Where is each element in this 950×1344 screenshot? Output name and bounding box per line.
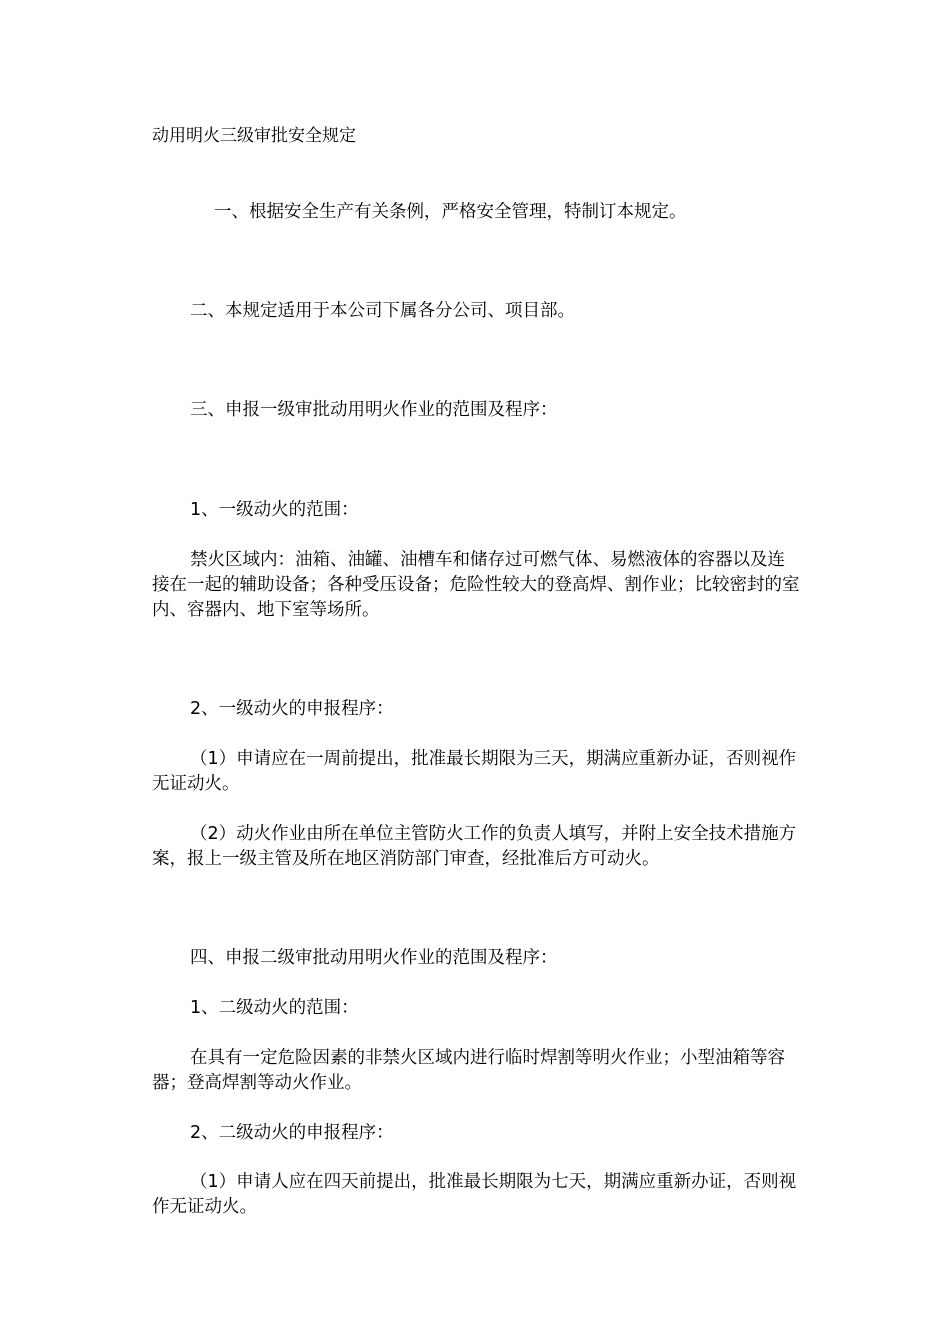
paragraph-level2-scope: 在具有一定危险因素的非禁火区域内进行临时焊割等明火作业；小型油箱等容器；登高焊割等动火作业。 [152,1048,785,1093]
subheading-level1-procedure: 2、一级动火的申报程序： [190,699,394,719]
paragraph-level1-scope: 禁火区域内：油箱、油罐、油槽车和储存过可燃气体、易燃液体的容器以及连接在一起的辅助设备；各种受压设备；危险性较大的登高焊、割作业；比较密封的室内、容器内、地下室等场所。 [152,550,800,620]
paragraph-level1-procedure-2: （2）动火作业由所在单位主管防火工作的负责人填写，并附上安全技术措施方案，报上一级主管及所在地区消防部门审查，经批准后方可动火。 [152,824,797,869]
paragraph-level1-procedure-1: （1）申请应在一周前提出，批准最长期限为三天，期满应重新办证，否则视作无证动火。 [152,749,797,794]
section-heading-3: 三、申报一级审批动用明火作业的范围及程序： [190,400,558,420]
subheading-level2-scope: 1、二级动火的范围： [190,998,359,1018]
paragraph-2: 二、本规定适用于本公司下属各分公司、项目部。 [190,301,575,321]
section-heading-4: 四、申报二级审批动用明火作业的范围及程序： [190,948,558,968]
paragraph-level2-procedure-1: （1）申请人应在四天前提出，批准最长期限为七天，期满应重新办证，否则视作无证动火。 [152,1172,797,1217]
document-title: 动用明火三级审批安全规定 [152,126,356,146]
subheading-level2-procedure: 2、二级动火的申报程序： [190,1123,394,1143]
subheading-level1-scope: 1、一级动火的范围： [190,500,359,520]
paragraph-1: 一、根据安全生产有关条例，严格安全管理，特制订本规定。 [214,202,687,222]
